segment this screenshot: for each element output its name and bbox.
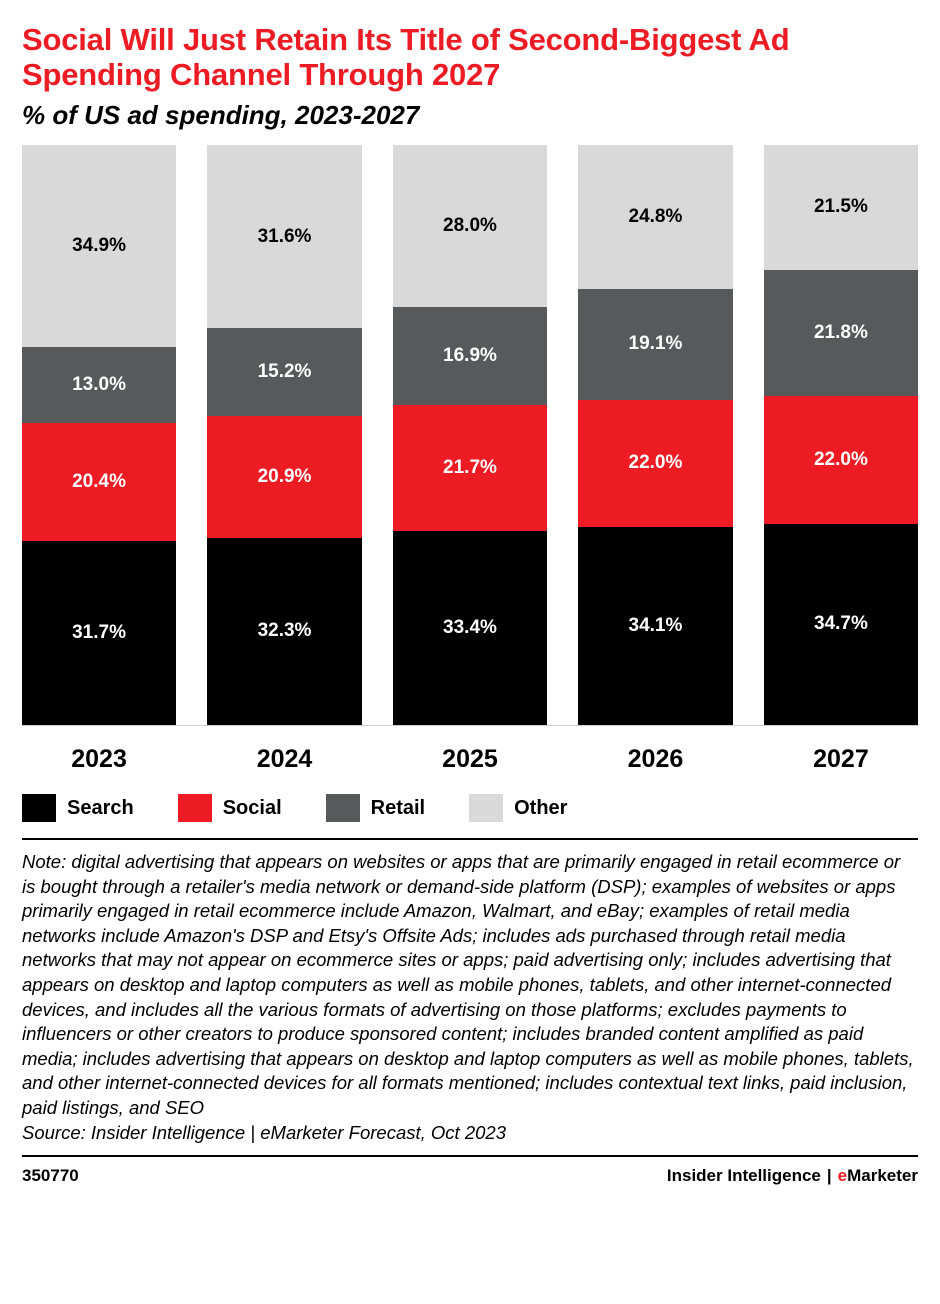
x-axis-labels	[16, 745, 924, 774]
stacked-bar-plot	[22, 145, 918, 726]
x-axis-label-2025: 2025	[442, 745, 498, 774]
bar-segment-retail-2023: 13.0%	[22, 347, 176, 422]
bar-segment-social-2023: 20.4%	[22, 423, 176, 541]
chart-legend	[16, 794, 924, 822]
bar-segment-search-2025: 33.4%	[393, 531, 547, 725]
bar-column-2027	[764, 145, 918, 725]
legend-label-social: Social	[222, 796, 282, 819]
chart-id: 350770	[22, 1166, 79, 1186]
legend-label-retail: Retail	[370, 796, 426, 819]
page-subtitle: % of US ad spending, 2023-2027	[22, 100, 420, 131]
legend-item-search	[22, 794, 134, 822]
legend-label-other: Other	[514, 796, 568, 819]
bar-segment-social-2027: 22.0%	[764, 396, 918, 524]
bar-segment-search-2026: 34.1%	[578, 527, 732, 725]
legend-swatch-other-icon	[469, 794, 503, 822]
bar-segment-search-2027: 34.7%	[764, 524, 918, 725]
brand-separator: |	[826, 1166, 832, 1186]
bar-segment-other-2027: 21.5%	[764, 145, 918, 270]
legend-swatch-social-icon	[178, 794, 212, 822]
bar-segment-social-2025: 21.7%	[393, 405, 547, 531]
bar-segment-retail-2024: 15.2%	[207, 328, 361, 416]
bar-segment-other-2024: 31.6%	[207, 145, 361, 328]
bar-segment-other-2023: 34.9%	[22, 145, 176, 347]
bar-segment-other-2025: 28.0%	[393, 145, 547, 307]
chart-page	[0, 22, 940, 1304]
legend-swatch-retail-icon	[326, 794, 360, 822]
page-title: Social Will Just Retain Its Title of Second-Biggest Ad Spending Channel Through 2027	[22, 22, 790, 93]
x-axis-label-2023: 2023	[71, 745, 127, 774]
x-axis-label-2026: 2026	[627, 745, 684, 774]
legend-label-search: Search	[67, 796, 134, 819]
bar-segment-search-2023: 31.7%	[22, 541, 176, 725]
bar-segment-social-2024: 20.9%	[207, 416, 361, 537]
footer	[16, 1157, 924, 1186]
legend-item-social	[178, 794, 282, 822]
bar-segment-other-2026: 24.8%	[578, 145, 732, 289]
chart-note	[16, 840, 924, 1121]
chart-note-text: Note: digital advertising that appears on websites or apps that are primarily engaged in retail ecommerce or is bought through a retailer's media network or demand-side platform (DSP); examples of websites or apps primarily engaged in retail ecommerce include Amazon, Walmart, and eBay; examples of retail media networks include Amazon's DSP and Etsy's Offsite Ads; includes ads purchased through retail media networks that may not appear on ecommerce sites or apps; paid advertising only; includes advertising that appears on desktop and laptop computers as well as mobile phones, tablets, and other internet-connected devices, and includes all the various formats of advertising on those platforms; excludes payments to influencers or other creators to produce sponsored content; includes branded content amplified as paid media; includes advertising that appears on desktop and laptop computers as well as mobile phones, tablets, and other internet-connected devices for all formats mentioned; includes contextual text links, paid inclusion, paid listings, and SEO	[22, 851, 914, 1118]
chart-area	[16, 145, 924, 735]
chart-source: Source: Insider Intelligence | eMarketer Forecast, Oct 2023	[22, 1121, 506, 1143]
legend-item-other	[469, 794, 567, 822]
bar-segment-retail-2026: 19.1%	[578, 289, 732, 400]
bar-column-2024	[207, 145, 361, 725]
x-axis-label-2027: 2027	[813, 745, 869, 774]
bar-segment-retail-2025: 16.9%	[393, 307, 547, 405]
brand-lockup	[667, 1166, 918, 1186]
brand-emarketer-marketer: Marketer	[847, 1166, 918, 1186]
bar-column-2025	[393, 145, 547, 725]
brand-insider-intelligence: Insider Intelligence	[666, 1166, 821, 1186]
bar-segment-search-2024: 32.3%	[207, 538, 361, 725]
bar-segment-retail-2027: 21.8%	[764, 270, 918, 396]
bar-column-2023	[22, 145, 176, 725]
bar-column-2026	[578, 145, 732, 725]
legend-swatch-search-icon	[22, 794, 56, 822]
brand-emarketer-e: e	[837, 1166, 848, 1186]
bar-segment-social-2026: 22.0%	[578, 400, 732, 528]
legend-item-retail	[326, 794, 425, 822]
x-axis-label-2024: 2024	[256, 745, 313, 774]
